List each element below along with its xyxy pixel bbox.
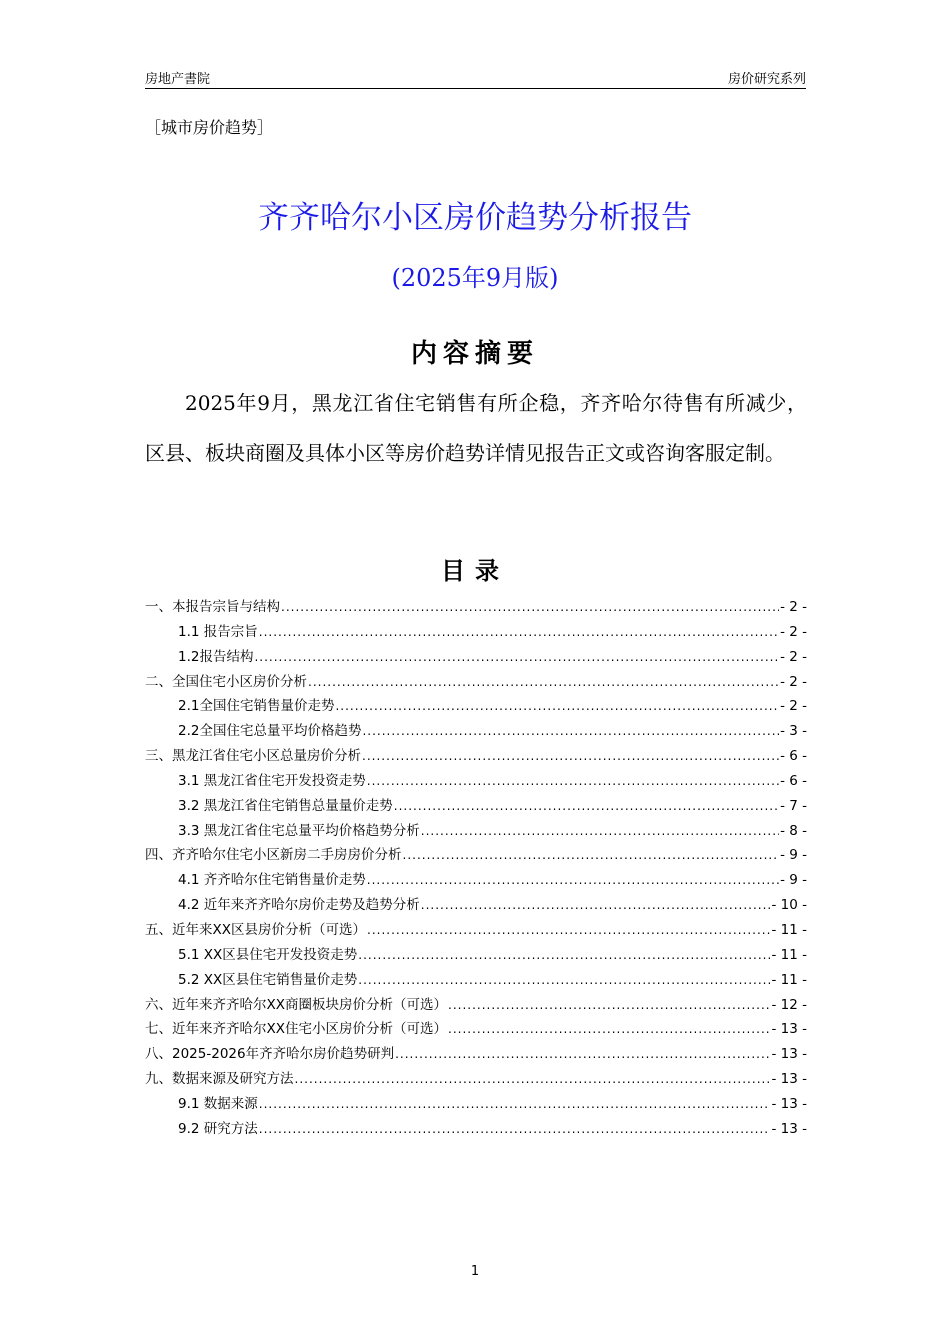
toc-leader	[295, 1072, 771, 1086]
toc-entry-page: - 11 -	[771, 971, 807, 988]
toc-entry-page: - 9 -	[780, 847, 807, 864]
toc-entry[interactable]	[145, 993, 807, 1018]
toc-leader	[448, 1022, 770, 1036]
toc-entry[interactable]	[145, 620, 807, 645]
toc-entry-page: - 13 -	[771, 1021, 807, 1038]
toc-entry[interactable]	[145, 819, 807, 844]
toc-entry[interactable]	[145, 968, 807, 993]
toc-entry-text: 2.2全国住宅总量平均价格趋势	[178, 723, 362, 740]
toc-leader	[308, 675, 779, 689]
toc-entry-text: 3.1 黑龙江省住宅开发投资走势	[178, 772, 366, 789]
toc-entry-page: - 12 -	[771, 996, 807, 1013]
toc-entry-page: - 13 -	[771, 1046, 807, 1063]
table-of-contents	[145, 595, 807, 1142]
toc-entry[interactable]	[145, 918, 807, 943]
toc-entry-page: - 13 -	[771, 1071, 807, 1088]
toc-entry-page: - 2 -	[780, 599, 807, 615]
toc-entry-page: - 3 -	[780, 723, 807, 740]
toc-entry-text: 3.2 黑龙江省住宅销售总量量价走势	[178, 797, 393, 814]
toc-leader	[421, 898, 771, 912]
toc-heading: 目录	[441, 557, 509, 585]
toc-leader	[403, 848, 780, 862]
page-number: 1	[470, 1264, 480, 1279]
toc-entry[interactable]	[145, 769, 807, 794]
toc-entry-page: - 13 -	[771, 1120, 807, 1137]
toc-entry-text: 四、齐齐哈尔住宅小区新房二手房房价分析	[145, 847, 402, 864]
toc-leader	[362, 749, 779, 763]
toc-entry-text: 五、近年来XX区县房价分析（可选）	[145, 921, 366, 938]
toc-entry-text: 六、近年来齐齐哈尔XX商圈板块房价分析（可选）	[145, 996, 447, 1013]
toc-leader	[358, 948, 770, 962]
header-publisher: 房地产書院	[145, 72, 211, 87]
toc-entry-text: 七、近年来齐齐哈尔XX住宅小区房价分析（可选）	[145, 1021, 447, 1038]
toc-leader	[259, 1122, 771, 1136]
toc-leader	[259, 625, 779, 639]
toc-leader	[362, 724, 779, 738]
toc-leader	[395, 1047, 770, 1061]
toc-entry-page: - 2 -	[780, 673, 807, 690]
toc-entry-page: - 2 -	[780, 648, 807, 665]
toc-entry-text: 八、2025-2026年齐齐哈尔房价趋势研判	[145, 1046, 395, 1063]
toc-entry[interactable]	[145, 595, 807, 620]
toc-entry-page: - 2 -	[780, 698, 807, 715]
toc-entry-text: 1.2报告结构	[178, 648, 254, 665]
toc-entry-text: 1.1 报告宗旨	[178, 623, 258, 640]
toc-entry[interactable]	[145, 1017, 807, 1042]
summary-heading: 内容摘要	[410, 339, 539, 369]
toc-entry[interactable]	[145, 744, 807, 769]
toc-entry[interactable]	[145, 1117, 807, 1142]
toc-leader	[367, 873, 779, 887]
toc-entry-page: - 2 -	[780, 623, 807, 640]
toc-entry[interactable]	[145, 893, 807, 918]
toc-entry[interactable]	[145, 943, 807, 968]
toc-entry-page: - 9 -	[780, 872, 807, 889]
toc-entry-page: - 8 -	[780, 822, 807, 839]
toc-entry-page: - 13 -	[771, 1095, 807, 1112]
toc-entry-text: 4.1 齐齐哈尔住宅销售量价走势	[178, 872, 366, 889]
toc-entry-text: 5.2 XX区县住宅销售量价走势	[178, 971, 358, 988]
toc-entry-page: - 6 -	[780, 772, 807, 789]
toc-entry-page: - 11 -	[771, 946, 807, 963]
toc-leader	[358, 973, 770, 987]
page-header	[145, 66, 806, 89]
toc-leader	[394, 799, 779, 813]
toc-entry-page: - 6 -	[780, 748, 807, 765]
report-title: 齐齐哈尔小区房价趋势分析报告	[258, 200, 692, 236]
toc-entry-text: 9.1 数据来源	[178, 1095, 258, 1112]
toc-entry[interactable]	[145, 719, 807, 744]
toc-entry[interactable]	[145, 694, 807, 719]
summary-body: 2025年9月，黑龙江省住宅销售有所企稳，齐齐哈尔待售有所减少，区县、板块商圈及具体小区等房价趋势详情见报告正文或咨询客服定制。	[145, 391, 807, 465]
toc-entry[interactable]	[145, 670, 807, 695]
toc-entry-page: - 11 -	[771, 921, 807, 938]
toc-leader	[367, 774, 779, 788]
toc-entry-page: - 10 -	[771, 897, 807, 914]
toc-entry-text: 二、全国住宅小区房价分析	[145, 673, 307, 690]
toc-entry-page: - 7 -	[780, 797, 807, 814]
toc-entry-text: 一、本报告宗旨与结构	[145, 599, 280, 615]
toc-leader	[448, 998, 770, 1012]
toc-entry-text: 三、黑龙江省住宅小区总量房价分析	[145, 748, 361, 765]
toc-entry[interactable]	[145, 1042, 807, 1067]
toc-entry[interactable]	[145, 1067, 807, 1092]
toc-entry[interactable]	[145, 868, 807, 893]
toc-entry-text: 9.2 研究方法	[178, 1120, 258, 1137]
toc-entry[interactable]	[145, 794, 807, 819]
toc-leader	[254, 650, 779, 664]
toc-entry-text: 5.1 XX区县住宅开发投资走势	[178, 946, 358, 963]
toc-leader	[421, 824, 779, 838]
toc-entry[interactable]	[145, 843, 807, 868]
toc-entry-text: 4.2 近年来齐齐哈尔房价走势及趋势分析	[178, 897, 420, 914]
toc-entry-text: 3.3 黑龙江省住宅总量平均价格趋势分析	[178, 822, 420, 839]
toc-leader	[367, 923, 770, 937]
toc-entry-text: 2.1全国住宅销售量价走势	[178, 698, 335, 715]
toc-leader	[281, 600, 779, 614]
toc-entry[interactable]	[145, 1092, 807, 1117]
header-series: 房价研究系列	[727, 72, 806, 87]
category-label: ［城市房价趋势］	[145, 118, 274, 137]
toc-leader	[259, 1097, 771, 1111]
toc-entry[interactable]	[145, 645, 807, 670]
report-edition: (2025年9月版)	[391, 264, 559, 292]
toc-leader	[335, 699, 779, 713]
toc-entry-text: 九、数据来源及研究方法	[145, 1071, 294, 1088]
